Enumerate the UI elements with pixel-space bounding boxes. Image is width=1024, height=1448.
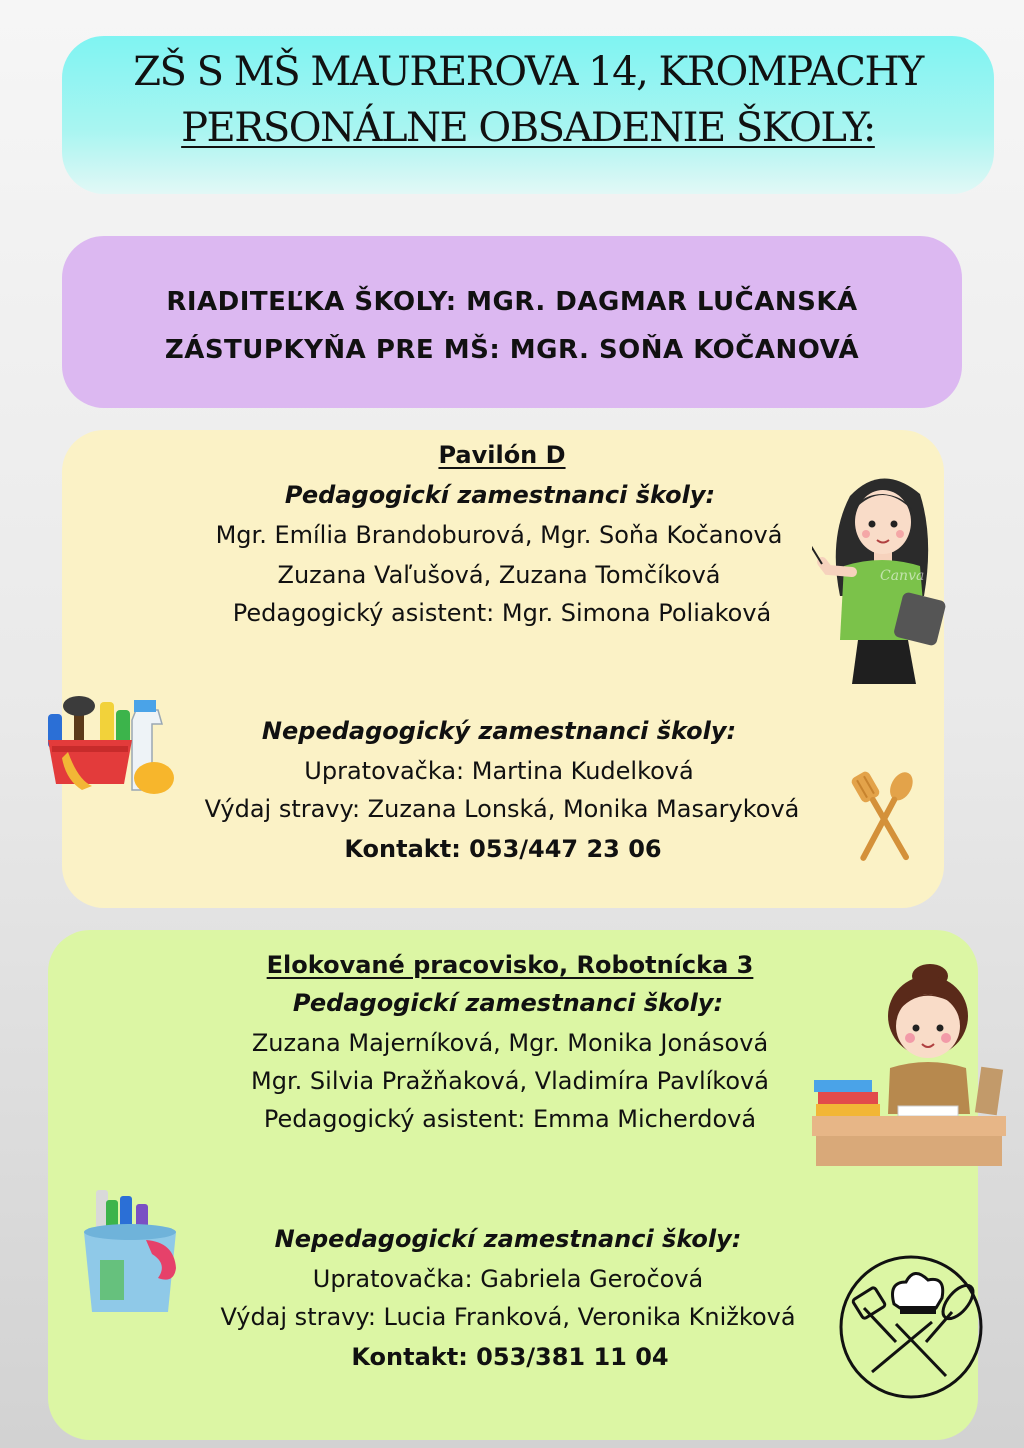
chef-hat-whisk-emblem-icon: [836, 1252, 986, 1402]
director-line: RIADITEĽKA ŠKOLY: MGR. DAGMAR LUČANSKÁ: [166, 287, 858, 317]
cleaning-bucket-icon: [76, 1180, 184, 1316]
pavilon-d-ped-heading: Pedagogickí zamestnanci školy:: [284, 481, 716, 509]
elokovane-contact: Kontakt: 053/381 11 04: [351, 1343, 669, 1371]
pavilon-d-assistant-line: Pedagogický asistent: Mgr. Simona Poliaková: [232, 599, 772, 627]
elokovane-ped-heading: Pedagogickí zamestnanci školy:: [292, 989, 724, 1017]
leadership-panel: [62, 236, 962, 408]
pavilon-d-ped-line: Mgr. Emília Brandoburová, Mgr. Soňa Kočanová: [215, 521, 783, 549]
wooden-spoon-spatula-icon: [842, 766, 926, 872]
school-title: ZŠ S MŠ MAUREROVA 14, KROMPACHY: [133, 49, 923, 95]
staffing-subtitle: PERSONÁLNE OBSADENIE ŠKOLY:: [181, 105, 875, 151]
elokovane-ped-line: Mgr. Silvia Pražňaková, Vladimíra Pavlíková: [251, 1067, 769, 1095]
elokovane-nonped-heading: Nepedagogickí zamestnanci školy:: [274, 1225, 742, 1253]
pavilon-d-contact: Kontakt: 053/447 23 06: [344, 835, 662, 863]
elokovane-nonped-line: Výdaj stravy: Lucia Franková, Veronika Knižková: [220, 1303, 796, 1331]
pavilon-d-nonped-line: Výdaj stravy: Zuzana Lonská, Monika Masaryková: [204, 795, 800, 823]
elokovane-assistant-line: Pedagogický asistent: Emma Micherdová: [263, 1105, 757, 1133]
canva-watermark: Canva: [880, 568, 925, 584]
cleaning-supplies-basket-icon: [42, 680, 184, 796]
header-panel: [62, 36, 994, 194]
deputy-line: ZÁSTUPKYŇA PRE MŠ: MGR. SOŇA KOČANOVÁ: [164, 335, 860, 365]
elokovane-ped-line: Zuzana Majerníková, Mgr. Monika Jonásová: [251, 1029, 769, 1057]
teacher-with-pointer-icon: [812, 468, 952, 684]
elokovane-nonped-line: Upratovačka: Gabriela Geročová: [312, 1265, 704, 1293]
pavilon-d-ped-line: Zuzana Vaľušová, Zuzana Tomčíková: [277, 561, 721, 589]
pavilon-d-nonped-heading: Nepedagogický zamestnanci školy:: [261, 717, 737, 745]
pavilon-d-title: Pavilón D: [438, 441, 566, 469]
elokovane-title: Elokované pracovisko, Robotnícka 3: [266, 951, 754, 979]
pavilon-d-nonped-line: Upratovačka: Martina Kudelková: [304, 757, 694, 785]
teacher-at-desk-icon: [808, 964, 1008, 1166]
